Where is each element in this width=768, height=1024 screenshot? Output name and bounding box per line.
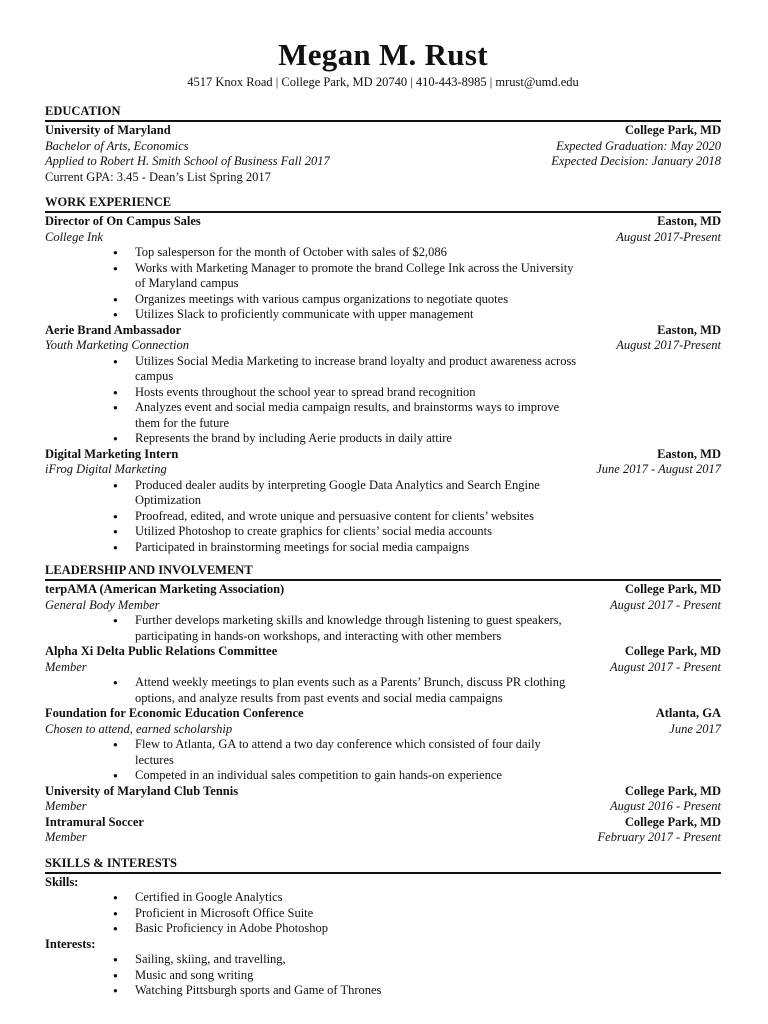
activity-title: Intramural Soccer xyxy=(45,814,144,829)
activity-sub-row xyxy=(45,830,721,846)
leadership-heading: LEADERSHIP AND INVOLVEMENT xyxy=(45,563,721,581)
activity-location: College Park, MD xyxy=(624,582,721,596)
bullet-item: ● Organizes meetings with various campus organizations to negotiate quotes xyxy=(45,292,578,308)
work-heading: WORK EXPERIENCE xyxy=(45,195,721,213)
skills-list xyxy=(45,890,721,937)
job-entry xyxy=(45,214,721,323)
activity-subtitle: Member xyxy=(45,830,87,844)
activity-location: Atlanta, GA xyxy=(655,706,721,720)
bullet-item: ● Proofread, edited, and wrote unique and persuasive content for clients’ websites xyxy=(45,509,578,525)
activity-dates: August 2016 - Present xyxy=(610,799,721,813)
activity-title: terpAMA (American Marketing Association) xyxy=(45,582,285,596)
bullet-item: ● Utilizes Slack to proficiently communicate with upper management xyxy=(45,307,578,323)
graduation-date: Expected Graduation: May 2020 xyxy=(556,138,721,153)
interests-list xyxy=(45,952,721,999)
activity-location: College Park, MD xyxy=(624,783,721,798)
activity-sub-row xyxy=(45,722,721,738)
bullet-item: ● Attend weekly meetings to plan events such as a Parents’ Brunch, discuss PR clothing options, and analyze results from past events and social media campaigns xyxy=(45,675,578,706)
activity-dates: August 2017 - Present xyxy=(610,597,721,612)
degree: Bachelor of Arts, Economics xyxy=(45,138,189,153)
bullet-item: ● Works with Marketing Manager to promote the brand College Ink across the University of Maryland campus xyxy=(45,261,578,292)
interests-label: Interests: xyxy=(45,936,96,951)
job-title-row xyxy=(45,214,721,230)
skills-section xyxy=(45,856,721,999)
activity-bullets xyxy=(45,737,721,784)
decision-date: Expected Decision: January 2018 xyxy=(551,154,721,168)
skills-heading: SKILLS & INTERESTS xyxy=(45,856,721,874)
job-sub-row xyxy=(45,338,721,354)
job-sub-row xyxy=(45,230,721,246)
job-subtitle: College Ink xyxy=(45,229,103,244)
education-degree-row xyxy=(45,139,721,155)
bullet-item: ● Competed in an individual sales competition to gain hands-on experience xyxy=(45,768,578,784)
job-title: Director of On Campus Sales xyxy=(45,214,201,228)
activity-entry xyxy=(45,784,721,815)
skill-item: ● Certified in Google Analytics xyxy=(45,890,578,906)
activity-subtitle: Member xyxy=(45,659,87,674)
activity-dates: June 2017 xyxy=(669,721,721,736)
activity-sub-row xyxy=(45,598,721,614)
activity-entry xyxy=(45,644,721,706)
job-title: Digital Marketing Intern xyxy=(45,446,179,461)
bullet-item: ● Produced dealer audits by interpreting Google Data Analytics and Search Engine Optimization xyxy=(45,478,578,509)
school-location: College Park, MD xyxy=(624,123,721,137)
activity-dates: August 2017 - Present xyxy=(610,659,721,674)
activity-title: Alpha Xi Delta Public Relations Committee xyxy=(45,644,278,658)
activity-title: University of Maryland Club Tennis xyxy=(45,783,239,798)
education-school-row xyxy=(45,123,721,139)
education-section xyxy=(45,104,721,185)
activity-subtitle: General Body Member xyxy=(45,597,160,612)
work-section xyxy=(45,195,721,555)
activity-title-row xyxy=(45,706,721,722)
bullet-item: ● Utilizes Social Media Marketing to increase brand loyalty and product awareness across campus xyxy=(45,354,578,385)
skill-item: ● Proficient in Microsoft Office Suite xyxy=(45,906,578,922)
skills-label: Skills: xyxy=(45,874,79,889)
activity-title-row xyxy=(45,644,721,660)
gpa: Current GPA: 3.45 - Dean’s List Spring 2017 xyxy=(45,169,271,184)
resume-page xyxy=(45,0,721,999)
school-name: University of Maryland xyxy=(45,123,171,137)
bullet-item: ● Flew to Atlanta, GA to attend a two day conference which consisted of four daily lectures xyxy=(45,737,578,768)
job-title-row xyxy=(45,447,721,463)
skill-item: ● Basic Proficiency in Adobe Photoshop xyxy=(45,921,578,937)
activity-location: College Park, MD xyxy=(624,814,721,829)
education-gpa-row xyxy=(45,170,721,186)
activity-entry xyxy=(45,706,721,784)
bullet-item: ● Top salesperson for the month of October with sales of $2,086 xyxy=(45,245,578,261)
activity-bullets xyxy=(45,675,721,706)
job-dates: August 2017-Present xyxy=(616,338,721,352)
education-applied-row xyxy=(45,154,721,170)
bullet-item: ● Hosts events throughout the school year to spread brand recognition xyxy=(45,385,578,401)
job-location: Easton, MD xyxy=(657,322,721,337)
bullet-item: ● Represents the brand by including Aerie products in daily attire xyxy=(45,431,578,447)
activity-sub-row xyxy=(45,660,721,676)
activity-title: Foundation for Economic Education Conference xyxy=(45,706,304,720)
activity-title-row xyxy=(45,784,721,800)
bullet-item: ● Analyzes event and social media campaign results, and brainstorms ways to improve them for the future xyxy=(45,400,578,431)
job-bullets xyxy=(45,354,721,447)
job-bullets xyxy=(45,478,721,556)
bullet-item: ● Participated in brainstorming meetings for social media campaigns xyxy=(45,540,578,556)
leadership-section xyxy=(45,563,721,846)
interest-item: ● Music and song writing xyxy=(45,968,578,984)
applicant-name: Megan M. Rust xyxy=(278,37,488,72)
job-entry xyxy=(45,323,721,447)
activity-subtitle: Member xyxy=(45,799,87,813)
job-entry xyxy=(45,447,721,556)
interest-item: ● Watching Pittsburgh sports and Game of Thrones xyxy=(45,983,578,999)
activity-entry xyxy=(45,815,721,846)
education-heading: EDUCATION xyxy=(45,104,721,122)
bullet-item: ● Utilized Photoshop to create graphics for clients’ social media accounts xyxy=(45,524,578,540)
activity-title-row xyxy=(45,815,721,831)
activity-entry xyxy=(45,582,721,644)
job-dates: August 2017-Present xyxy=(616,229,721,244)
activity-title-row xyxy=(45,582,721,598)
bullet-item: ● Further develops marketing skills and knowledge through listening to guest speakers, participating in hands-on workshops, and interacting with other members xyxy=(45,613,578,644)
job-title-row xyxy=(45,323,721,339)
applied-note: Applied to Robert H. Smith School of Business Fall 2017 xyxy=(45,154,330,168)
job-title: Aerie Brand Ambassador xyxy=(45,322,182,337)
job-location: Easton, MD xyxy=(657,446,721,461)
activity-location: College Park, MD xyxy=(624,644,721,658)
work-list xyxy=(45,214,721,555)
activity-sub-row xyxy=(45,799,721,815)
job-subtitle: Youth Marketing Connection xyxy=(45,338,189,352)
activity-bullets xyxy=(45,613,721,644)
activity-subtitle: Chosen to attend, earned scholarship xyxy=(45,721,233,736)
interest-item: ● Sailing, skiing, and travelling, xyxy=(45,952,578,968)
leadership-list xyxy=(45,582,721,846)
job-bullets xyxy=(45,245,721,323)
job-location: Easton, MD xyxy=(657,214,721,228)
contact-line: 4517 Knox Road | College Park, MD 20740 | 410-443-8985 | mrust@umd.edu xyxy=(187,75,579,89)
job-dates: June 2017 - August 2017 xyxy=(596,462,721,476)
job-subtitle: iFrog Digital Marketing xyxy=(45,462,167,476)
job-sub-row xyxy=(45,462,721,478)
activity-dates: February 2017 - Present xyxy=(597,830,721,844)
